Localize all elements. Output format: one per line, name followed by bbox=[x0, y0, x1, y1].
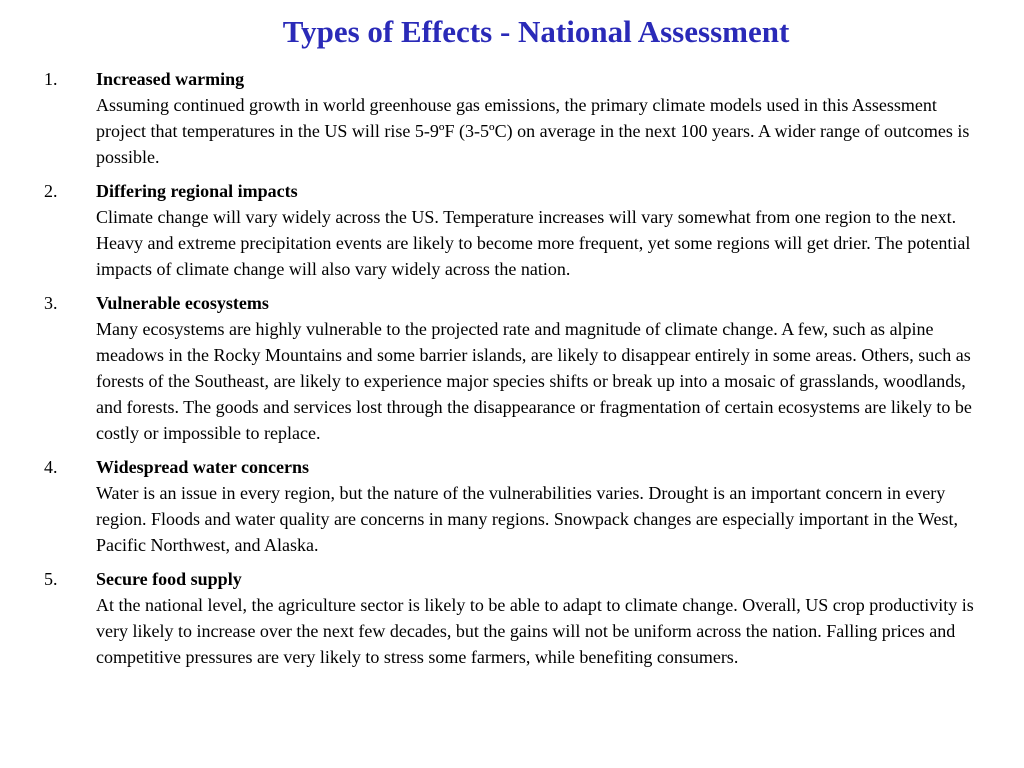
item-number: 1. bbox=[44, 69, 58, 89]
list-item-increased-warming bbox=[0, 66, 1024, 170]
item-body: Climate change will vary widely across the US. Temperature increases will vary somewhat from one region to the next. Heavy and extreme precipitation events are likely to become more frequent, yet some regions will get drier. The potential impacts of climate change will also vary widely across the nation. bbox=[96, 207, 971, 279]
page-title: Types of Effects - National Assessment bbox=[282, 14, 790, 49]
item-number: 4. bbox=[44, 457, 58, 477]
item-heading: Secure food supply bbox=[96, 569, 242, 589]
item-body: Many ecosystems are highly vulnerable to the projected rate and magnitude of climate change. A few, such as alpine meadows in the Rocky Mountains and some barrier islands, are likely to disappear entirely in some areas. Others, such as forests of the Southeast, are likely to experience major species shifts or break up into a mosaic of grasslands, woodlands, and forests. The goods and services lost through the disappearance or fragmentation of certain ecosystems are likely to be costly or impossible to replace. bbox=[96, 319, 972, 443]
item-body: At the national level, the agriculture sector is likely to be able to adapt to climate change. Overall, US crop productivity is very likely to increase over the next few decades, but the gains will not be uniform across the nation. Falling prices and competitive pressures are very likely to stress some farmers, while benefiting consumers. bbox=[96, 595, 974, 667]
item-number: 5. bbox=[44, 569, 58, 589]
item-heading: Vulnerable ecosystems bbox=[96, 293, 269, 313]
item-heading: Increased warming bbox=[96, 69, 245, 89]
item-heading: Differing regional impacts bbox=[96, 181, 298, 201]
item-body: Assuming continued growth in world greenhouse gas emissions, the primary climate models used in this Assessment project that temperatures in the US will rise 5-9ºF (3-5ºC) on average in the next 100 years. A wider range of outcomes is possible. bbox=[96, 95, 970, 167]
item-body: Water is an issue in every region, but the nature of the vulnerabilities varies. Drought is an important concern in every region. Floods and water quality are concerns in many regions. Snowpack changes are especially important in the West, Pacific Northwest, and Alaska. bbox=[96, 483, 958, 555]
item-number: 2. bbox=[44, 181, 58, 201]
list-item-widespread-water-concerns bbox=[0, 454, 1024, 558]
list-item-vulnerable-ecosystems bbox=[0, 290, 1024, 446]
item-heading: Widespread water concerns bbox=[96, 457, 309, 477]
list-item-secure-food-supply bbox=[0, 566, 1024, 670]
item-number: 3. bbox=[44, 293, 58, 313]
list-item-differing-regional-impacts bbox=[0, 178, 1024, 282]
effects-list bbox=[0, 66, 1024, 678]
